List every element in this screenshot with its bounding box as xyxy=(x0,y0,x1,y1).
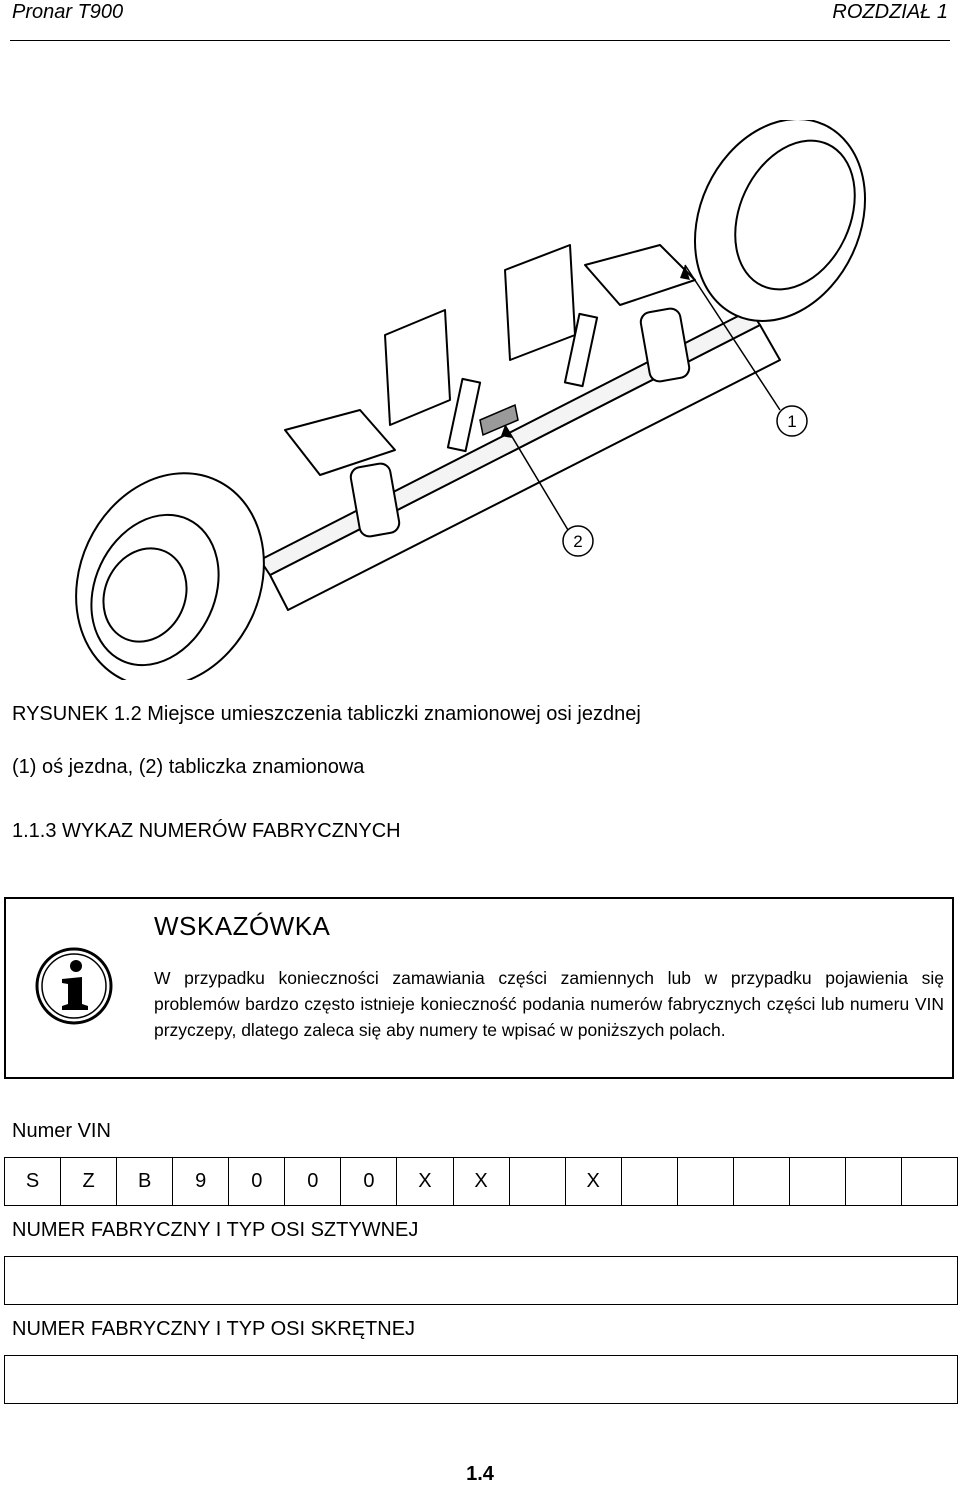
header-divider xyxy=(10,40,950,41)
steer-axle-label: NUMER FABRYCZNY I TYP OSI SKRĘTNEJ xyxy=(12,1318,416,1340)
notice-title: WSKAZÓWKA xyxy=(154,911,331,941)
figure-caption: RYSUNEK 1.2 Miejsce umieszczenia tabliczki znamionowej osi jezdnej xyxy=(12,703,641,725)
vin-cell[interactable]: 9 xyxy=(173,1158,229,1205)
page-number: 1.4 xyxy=(466,1463,494,1485)
vin-cell[interactable] xyxy=(846,1158,902,1205)
header-right: ROZDZIAŁ 1 xyxy=(832,1,948,23)
callout-2-label: 2 xyxy=(573,532,583,551)
rigid-axle-label: NUMER FABRYCZNY I TYP OSI SZTYWNEJ xyxy=(12,1219,419,1241)
slack-adjuster-left xyxy=(448,379,480,451)
axle-illustration xyxy=(60,120,900,680)
vin-cell[interactable]: X xyxy=(566,1158,622,1205)
vin-cell[interactable]: 0 xyxy=(229,1158,285,1205)
vin-grid[interactable] xyxy=(4,1157,958,1206)
rigid-axle-field[interactable] xyxy=(4,1256,958,1305)
spring-seat-right xyxy=(585,245,695,305)
callout-1 xyxy=(777,406,807,436)
section-title: 1.1.3 WYKAZ NUMERÓW FABRYCZNYCH xyxy=(12,820,401,842)
notice-box xyxy=(4,897,954,1079)
vin-cell[interactable]: X xyxy=(454,1158,510,1205)
vin-cell[interactable] xyxy=(790,1158,846,1205)
header-left: Pronar T900 xyxy=(12,1,124,23)
axle-beam xyxy=(270,325,780,610)
callout-1-label: 1 xyxy=(787,412,797,431)
vin-cell[interactable] xyxy=(734,1158,790,1205)
callout-2 xyxy=(563,526,593,556)
vin-cell[interactable]: Z xyxy=(61,1158,117,1205)
vin-label: Numer VIN xyxy=(12,1120,111,1142)
vin-cell[interactable] xyxy=(678,1158,734,1205)
vin-cell[interactable] xyxy=(510,1158,566,1205)
spring-bracket-left xyxy=(385,310,450,425)
vin-cell[interactable] xyxy=(902,1158,957,1205)
figure-legend: (1) oś jezdna, (2) tabliczka znamionowa xyxy=(12,756,365,778)
steer-axle-field[interactable] xyxy=(4,1355,958,1404)
vin-cell[interactable] xyxy=(622,1158,678,1205)
vin-cell[interactable]: 0 xyxy=(341,1158,397,1205)
vin-cell[interactable]: X xyxy=(397,1158,453,1205)
vin-cell[interactable]: 0 xyxy=(285,1158,341,1205)
vin-cell[interactable]: S xyxy=(5,1158,61,1205)
info-icon xyxy=(34,946,114,1026)
spring-bracket-right xyxy=(505,245,575,360)
notice-text: W przypadku konieczności zamawiania części zamiennych lub w przypadku pojawienia się problemów bardzo często istnieje konieczność podania numerów fabrycznych części lub numeru VIN przyczepy, dlatego zaleca się aby numery te wpisać w poniższych polach. xyxy=(154,968,944,1040)
vin-cell[interactable]: B xyxy=(117,1158,173,1205)
